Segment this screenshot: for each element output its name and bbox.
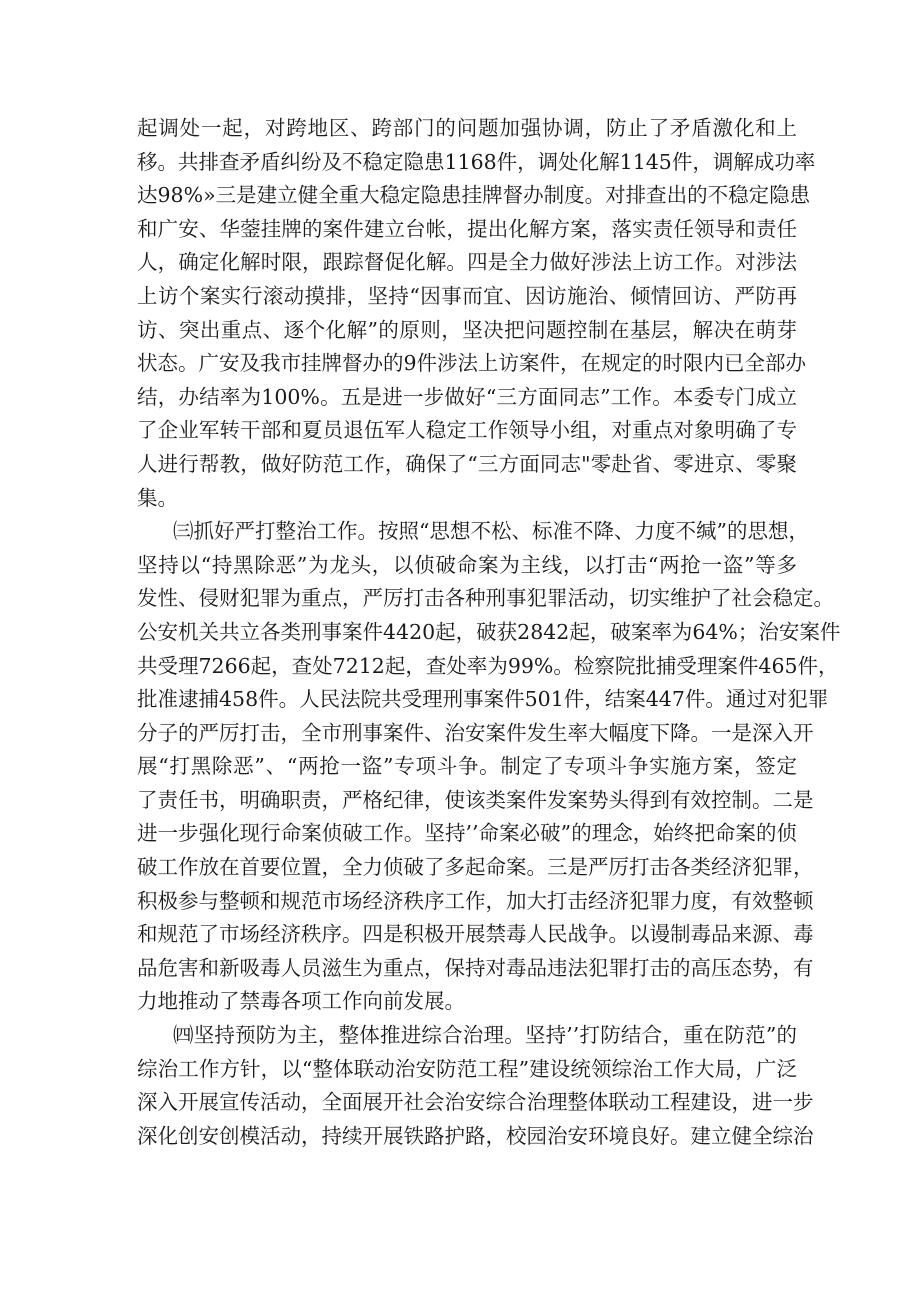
text-line: 积极参与整顿和规范市场经济秩序工作，加大打击经济犯罪力度，有效整顿 [137,888,814,913]
paragraph-end-line: 力地推动了禁毒各项工作向前发展。 [137,989,465,1014]
text-line: 移。共排查矛盾纠纷及不稳定隐患1168件，调处化解1145件，调解成功率 [137,149,816,174]
text-line: 分子的严厉打击，全市刑事案件、治安案件发生率大幅度下降。一是深入开 [137,720,814,745]
text-line: 了企业军转干部和夏员退伍军人稳定工作领导小组，对重点对象明确了专 [137,418,797,443]
text-line: 结，办结率为100%。五是进一步做好“三方面同志”工作。本委专门成立 [137,384,797,409]
text-line: 共受理7266起，查处7212起，查处率为99%。检察院批捕受理案件465件， [137,653,839,678]
text-line: 达98%»三是建立健全重大稳定隐患挂牌督办制度。对排查出的不稳定隐患 [137,183,811,208]
text-line: 访、突出重点、逐个化解”的原则，坚决把问题控制在基层，解决在萌芽 [137,317,797,342]
text-line: 了责任书，明确职责，严格纪律，使该类案件发案势头得到有效控制。二是 [137,787,814,812]
text-line: 人，确定化解时限，跟踪督促化解。四是全力做好涉法上访工作。对涉法 [137,250,797,275]
text-line: 深入开展宣传活动，全面展开社会治安综合治理整体联动工程建设，进一步 [137,1090,814,1115]
text-line: 上访个案实行滚动摸排，坚持“因事而宜、因访施治、倾情回访、严防再 [137,283,797,308]
text-line: 公安机关共立各类刑事案件4420起，破获2842起，破案率为64%；治安案件 [137,619,841,644]
document-body [137,112,841,1153]
text-line: 坚持以“持黑除恶”为龙头，以侦破命案为主线，以打击“两抢一盗”等多 [137,552,797,577]
paragraph-start-line: ㈣坚持预防为主，整体推进综合治理。坚持’’打防结合，重在防范”的 [173,1023,797,1048]
paragraph-start-line: ㈢抓好严打整治工作。按照“思想不松、标准不降、力度不缄”的思想， [173,519,809,544]
text-line: 综治工作方针，以“整体联动治安防范工程”建设统领综治工作大局，广泛 [137,1056,797,1081]
text-line: 和规范了市场经济秩序。四是积极开展禁毒人民战争。以谩制毒品来源、毒 [137,922,814,947]
text-line: 发性、侵财犯罪为重点，严厉打击各种刑事犯罪活动，切实维护了社会稳定。 [137,586,834,611]
text-line: 人进行帮教，做好防范工作，确保了“三方面同志"零赴省、零进京、零聚 [137,451,797,476]
paragraph-end-line: 集。 [137,485,178,510]
text-line: 展“打黑除恶”、“两抢一盜”专项斗争。制定了专项斗争实施方案，签定 [137,754,797,779]
text-line: 品危害和新吸毒人员滋生为重点，保持对毒品违法犯罪打击的高压态势，有 [137,955,814,980]
text-line: 进一步强化现行命案侦破工作。坚持’’命案必破”的理念，始终把命案的侦 [137,821,797,846]
text-line: 和广安、华蓥挂牌的案件建立台帐，提出化解方案，落实责任领导和责任 [137,216,797,241]
text-line: 破工作放在首要位置，全力侦破了多起命案。三是严厉打击各类经济犯罪， [137,855,814,880]
text-line: 起调处一起，对跨地区、跨部门的问题加强协调，防止了矛盾激化和上 [137,116,797,140]
text-line: 状态。广安及我市挂牌督办的9件涉法上访案件，在规定的时限内已全部办 [137,351,807,376]
text-line: 深化创安创模活动，持续开展铁路护路，校园治安环境良好。建立健全综治 [137,1123,814,1148]
text-line: 批准逮捕458件。人民法院共受理刑事案件501件，结案447件。通过对犯罪 [137,687,829,712]
